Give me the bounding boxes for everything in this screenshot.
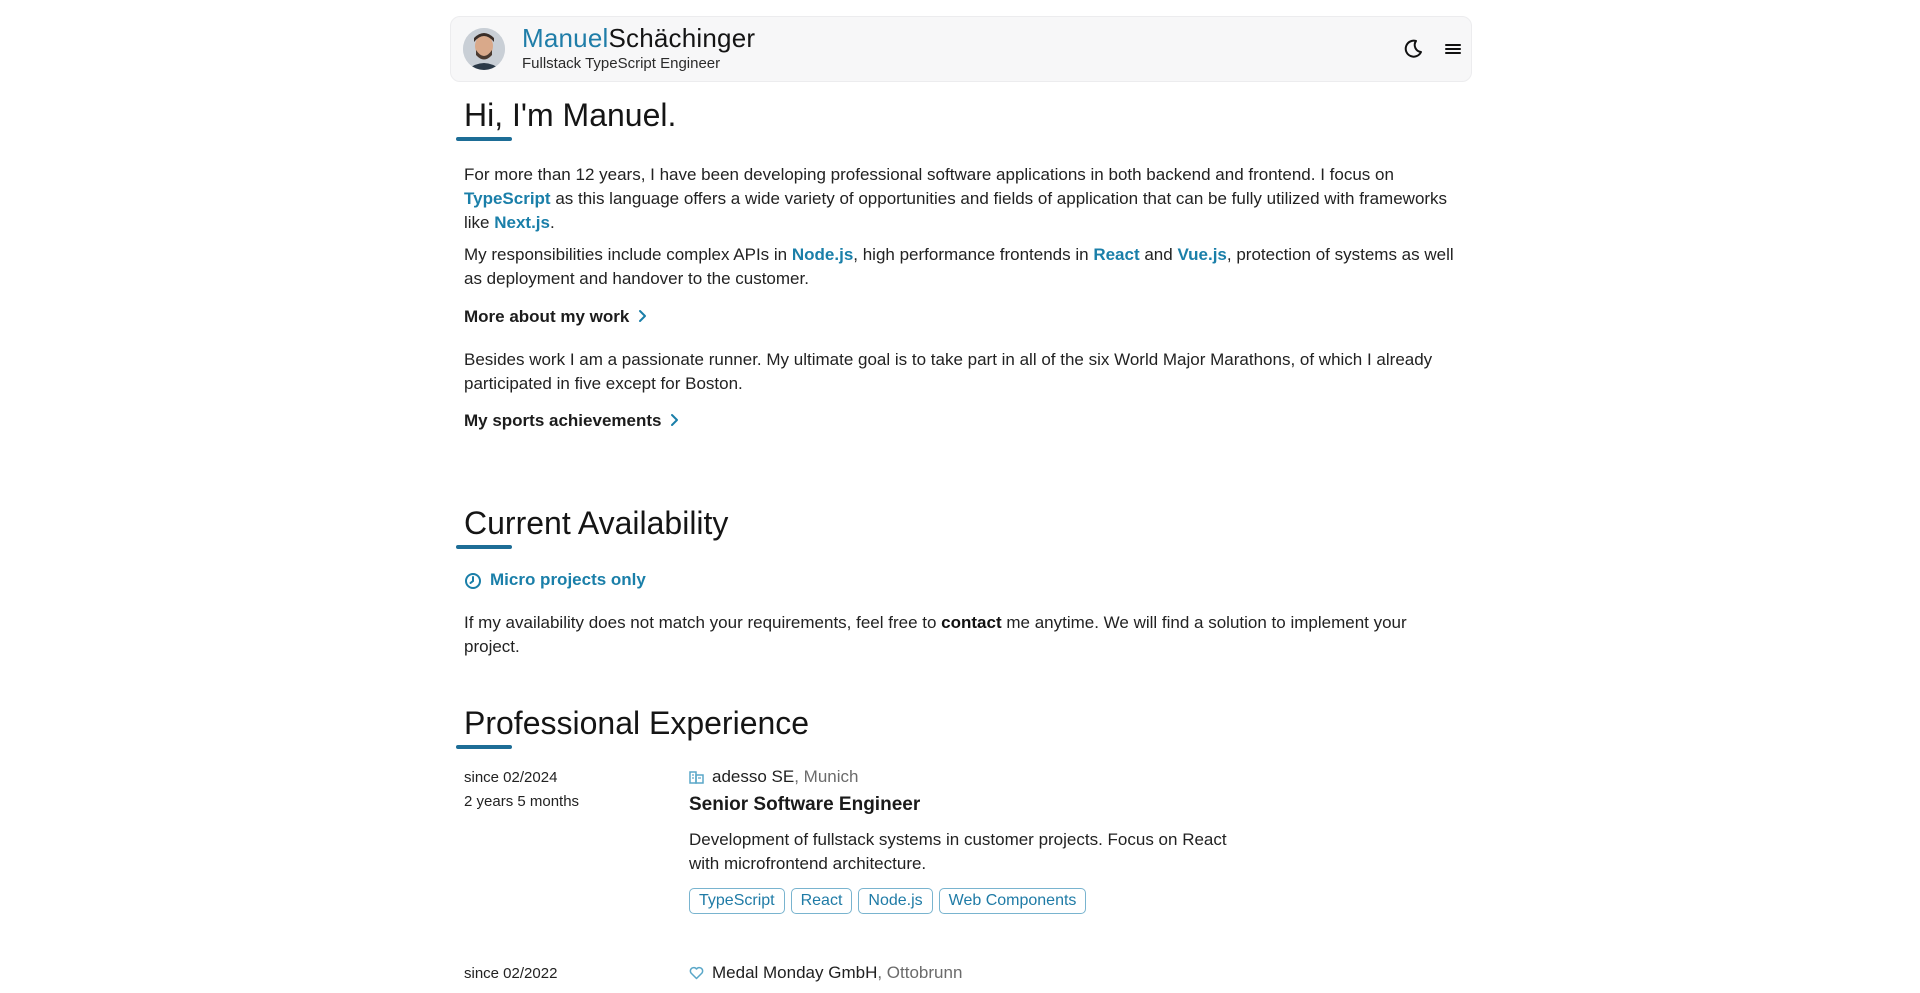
- job-date: [464, 962, 557, 986]
- company-location: , Ottobrunn: [877, 963, 963, 982]
- availability-title: Current Availability: [464, 505, 729, 541]
- sports-achievements-link[interactable]: [464, 411, 679, 432]
- avatar[interactable]: [463, 28, 505, 70]
- tag: Web Components: [939, 888, 1087, 914]
- building-icon: [689, 770, 704, 784]
- text: me anytime. We will find a solution to implement your project.: [464, 613, 1407, 656]
- text: , high performance frontends in: [853, 245, 1094, 264]
- site-header: [450, 16, 1472, 82]
- job-role: Senior Software Engineer: [689, 794, 921, 815]
- intro-title-underline: [456, 137, 512, 141]
- sports-achievements-label: My sports achievements: [464, 411, 662, 430]
- heart-icon: [689, 966, 704, 980]
- experience-title-underline: [456, 745, 512, 749]
- link-vuejs[interactable]: Vue.js: [1177, 245, 1227, 264]
- link-react[interactable]: React: [1093, 245, 1140, 264]
- experience-title: Professional Experience: [464, 705, 810, 741]
- brand-first-name: Manuel: [522, 23, 609, 53]
- tag: Node.js: [858, 888, 932, 914]
- brand-last-name: Schächinger: [608, 23, 756, 53]
- chevron-right-icon: [669, 412, 679, 432]
- company-name[interactable]: adesso SE: [712, 767, 795, 786]
- availability-status: [464, 570, 646, 590]
- intro-paragraph-1: [464, 163, 1464, 235]
- text: and: [1139, 245, 1178, 264]
- job-company: [689, 766, 1249, 788]
- tag: TypeScript: [689, 888, 785, 914]
- text: My responsibilities include complex APIs in: [464, 245, 792, 264]
- brand-subtitle: Fullstack TypeScript Engineer: [522, 55, 721, 72]
- link-nodejs[interactable]: Node.js: [791, 245, 854, 264]
- intro-title: Hi, I'm Manuel.: [464, 97, 677, 133]
- text: , protection of systems as well as deployment and handover to the customer.: [464, 245, 1454, 288]
- intro-paragraph-3: Besides work I am a passionate runner. My ultimate goal is to take part in all of the six World Major Marathons, of which I already participated in five except for Boston.: [464, 350, 1433, 393]
- job-entry: [689, 962, 1249, 984]
- link-nextjs[interactable]: Next.js: [494, 213, 550, 232]
- brand-name: [522, 23, 755, 53]
- intro-paragraph-2: [464, 243, 1464, 291]
- text: For more than 12 years, I have been developing professional software applications in both backend and frontend. I focus on: [464, 165, 1394, 184]
- job-date: [464, 766, 579, 814]
- contact-link[interactable]: contact: [941, 613, 1002, 632]
- availability-title-underline: [456, 545, 512, 549]
- chevron-right-icon: [637, 308, 647, 328]
- brand[interactable]: [522, 23, 755, 73]
- job-description: Development of fullstack systems in customer projects. Focus on React with microfrontend architecture.: [689, 830, 1227, 873]
- job-tags: [689, 888, 1249, 914]
- tag: React: [791, 888, 853, 914]
- clock-icon: [464, 572, 482, 590]
- company-name[interactable]: Medal Monday GmbH: [712, 963, 878, 982]
- link-typescript[interactable]: TypeScript: [464, 189, 551, 208]
- menu-icon[interactable]: [1441, 37, 1465, 61]
- job-duration: 2 years 5 months: [464, 793, 580, 810]
- availability-text: [464, 611, 1464, 659]
- moon-icon[interactable]: [1401, 37, 1425, 61]
- more-about-work-label: More about my work: [464, 307, 630, 326]
- job-entry: [689, 766, 1249, 914]
- availability-status-label: Micro projects only: [490, 570, 646, 589]
- company-location: , Munich: [794, 767, 859, 786]
- text: as this language offers a wide variety of opportunities and fields of application that can be fully utilized with frameworks like: [464, 189, 1448, 232]
- text: .: [549, 213, 555, 232]
- more-about-work-link[interactable]: [464, 307, 647, 328]
- job-company: [689, 962, 1249, 984]
- text: If my availability does not match your requirements, feel free to: [464, 613, 942, 632]
- job-since: since 02/2024: [464, 769, 558, 786]
- job-since: since 02/2022: [464, 965, 558, 982]
